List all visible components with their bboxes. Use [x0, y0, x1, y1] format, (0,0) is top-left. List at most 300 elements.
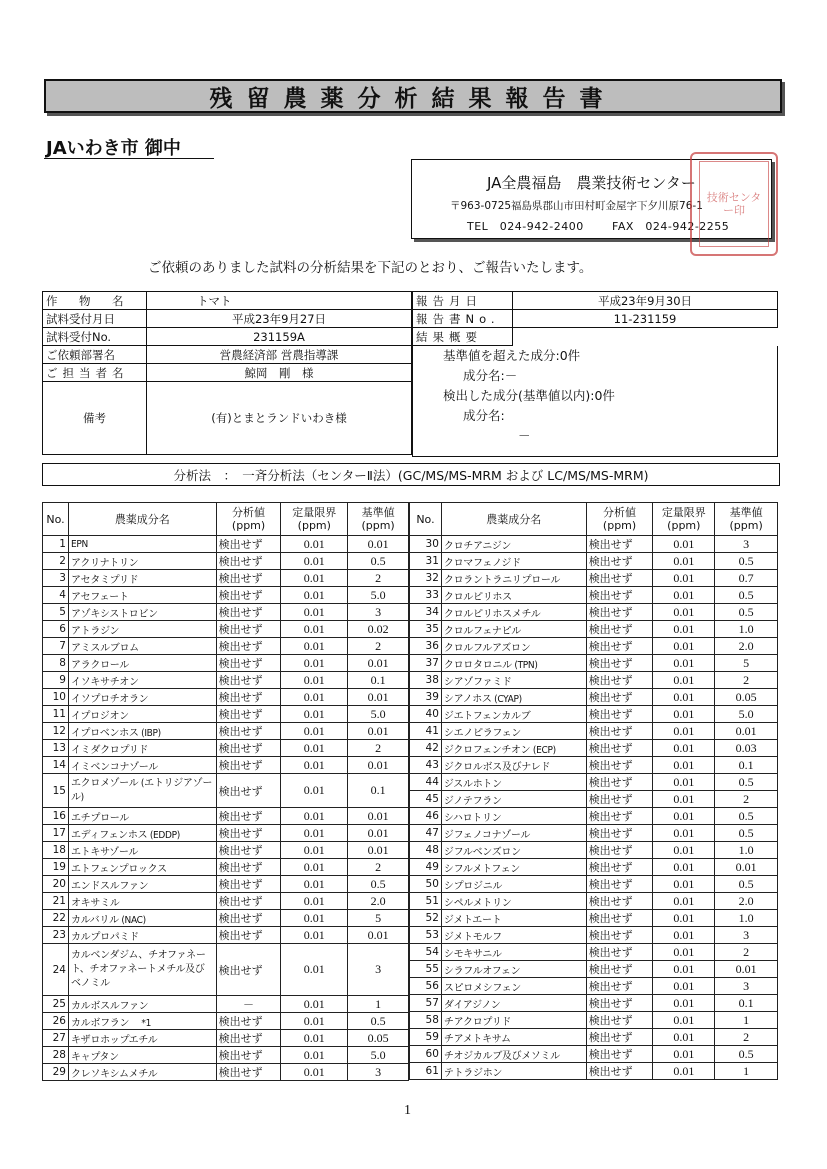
- row-analysis-value: 検出せず: [216, 1064, 281, 1081]
- row-analysis-value: 検出せず: [586, 978, 653, 995]
- row-quant-limit: 0.01: [653, 910, 715, 927]
- row-quant-limit: 0.01: [653, 740, 715, 757]
- row-analysis-value: 検出せず: [586, 808, 653, 825]
- row-pesticide-name: ジメトエート: [441, 910, 586, 927]
- row-standard-value: 1.0: [715, 621, 778, 638]
- row-no: 48: [410, 842, 442, 859]
- row-analysis-value: －: [216, 996, 281, 1013]
- row-quant-limit: 0.01: [281, 689, 348, 706]
- result-row: [410, 672, 778, 689]
- row-analysis-value: 検出せず: [216, 587, 281, 604]
- row-pesticide-name: カルバリル (NAC): [68, 910, 216, 927]
- report-date-value: 平成23年9月30日: [513, 292, 778, 310]
- result-row: [43, 910, 409, 927]
- row-standard-value: 2: [715, 944, 778, 961]
- row-no: 43: [410, 757, 442, 774]
- row-quant-limit: 0.01: [281, 706, 348, 723]
- row-pesticide-name: オキサミル: [68, 893, 216, 910]
- result-row: [410, 1063, 778, 1080]
- result-row: [43, 621, 409, 638]
- row-quant-limit: 0.01: [653, 1029, 715, 1046]
- row-quant-limit: 0.01: [653, 638, 715, 655]
- row-pesticide-name: シハロトリン: [441, 808, 586, 825]
- report-date-label: 報告月日: [413, 292, 513, 310]
- remarks-label: 備考: [43, 382, 147, 455]
- result-row: [43, 1013, 409, 1030]
- row-analysis-value: 検出せず: [216, 1030, 281, 1047]
- row-analysis-value: 検出せず: [586, 570, 653, 587]
- row-no: 22: [43, 910, 69, 927]
- row-no: 23: [43, 927, 69, 944]
- row-pesticide-name: チオジカルブ及びメソミル: [441, 1046, 586, 1063]
- row-no: 37: [410, 655, 442, 672]
- row-standard-value: 1: [715, 1063, 778, 1080]
- row-quant-limit: 0.01: [653, 808, 715, 825]
- row-standard-value: 0.5: [715, 774, 778, 791]
- row-analysis-value: 検出せず: [586, 927, 653, 944]
- row-pesticide-name: チアクロプリド: [441, 1012, 586, 1029]
- row-quant-limit: 0.01: [281, 808, 348, 825]
- row-standard-value: 0.5: [715, 876, 778, 893]
- row-analysis-value: 検出せず: [586, 672, 653, 689]
- row-no: 20: [43, 876, 69, 893]
- report-info-table: [412, 291, 778, 457]
- result-row: [410, 774, 778, 791]
- row-pesticide-name: ジメトモルフ: [441, 927, 586, 944]
- row-quant-limit: 0.01: [281, 842, 348, 859]
- row-analysis-value: 検出せず: [216, 1047, 281, 1064]
- row-standard-value: 2: [348, 859, 409, 876]
- row-analysis-value: 検出せず: [216, 638, 281, 655]
- result-row: [410, 893, 778, 910]
- result-row: [43, 859, 409, 876]
- result-row: [410, 757, 778, 774]
- row-no: 52: [410, 910, 442, 927]
- row-no: 50: [410, 876, 442, 893]
- row-pesticide-name: アミスルブロム: [68, 638, 216, 655]
- row-quant-limit: 0.01: [281, 621, 348, 638]
- row-pesticide-name: アクリナトリン: [68, 553, 216, 570]
- row-pesticide-name: クロルピリホスメチル: [441, 604, 586, 621]
- result-row: [410, 910, 778, 927]
- row-standard-value: 0.1: [348, 774, 409, 808]
- row-pesticide-name: ジフェノコナゾール: [441, 825, 586, 842]
- row-quant-limit: 0.01: [281, 587, 348, 604]
- result-row: [410, 978, 778, 995]
- result-row: [43, 689, 409, 706]
- row-standard-value: 0.5: [348, 876, 409, 893]
- row-standard-value: 5: [715, 655, 778, 672]
- received-date-label: 試料受付月日: [43, 310, 147, 328]
- row-standard-value: 0.5: [348, 1013, 409, 1030]
- result-row: [43, 740, 409, 757]
- row-quant-limit: 0.01: [653, 570, 715, 587]
- row-quant-limit: 0.01: [653, 587, 715, 604]
- row-no: 14: [43, 757, 69, 774]
- row-analysis-value: 検出せず: [586, 859, 653, 876]
- row-pesticide-name: スピロメシフェン: [441, 978, 586, 995]
- row-analysis-value: 検出せず: [586, 910, 653, 927]
- result-row: [43, 996, 409, 1013]
- row-no: 60: [410, 1046, 442, 1063]
- row-quant-limit: 0.01: [653, 655, 715, 672]
- result-row: [410, 808, 778, 825]
- issuer-name: JA全農福島 農業技術センター: [487, 174, 696, 192]
- col-limit: 定量限界 (ppm): [281, 503, 348, 536]
- row-analysis-value: 検出せず: [216, 1013, 281, 1030]
- row-analysis-value: 検出せず: [216, 536, 281, 553]
- row-quant-limit: 0.01: [281, 672, 348, 689]
- row-no: 41: [410, 723, 442, 740]
- row-quant-limit: 0.01: [653, 791, 715, 808]
- summary-detected-names: 成分名:: [463, 408, 505, 423]
- result-row: [43, 1030, 409, 1047]
- row-no: 19: [43, 859, 69, 876]
- row-quant-limit: 0.01: [653, 859, 715, 876]
- row-analysis-value: 検出せず: [216, 689, 281, 706]
- row-pesticide-name: シプロジニル: [441, 876, 586, 893]
- row-analysis-value: 検出せず: [586, 842, 653, 859]
- row-standard-value: 0.01: [348, 757, 409, 774]
- row-no: 28: [43, 1047, 69, 1064]
- row-no: 10: [43, 689, 69, 706]
- row-no: 59: [410, 1029, 442, 1046]
- row-standard-value: 1.0: [715, 842, 778, 859]
- row-pesticide-name: エンドスルファン: [68, 876, 216, 893]
- row-no: 17: [43, 825, 69, 842]
- row-standard-value: 5.0: [348, 587, 409, 604]
- row-no: 35: [410, 621, 442, 638]
- result-row: [43, 1064, 409, 1081]
- row-analysis-value: 検出せず: [216, 570, 281, 587]
- row-analysis-value: 検出せず: [216, 706, 281, 723]
- row-standard-value: 3: [348, 604, 409, 621]
- row-no: 26: [43, 1013, 69, 1030]
- row-standard-value: 0.5: [715, 1046, 778, 1063]
- row-pesticide-name: イミベンコナゾール: [68, 757, 216, 774]
- row-analysis-value: 検出せず: [586, 1012, 653, 1029]
- summary-body: [413, 346, 778, 457]
- row-standard-value: 0.05: [348, 1030, 409, 1047]
- row-standard-value: 5: [348, 910, 409, 927]
- result-row: [410, 621, 778, 638]
- issuer-address: 〒963-0725福島県郡山市田村町金屋字下夕川原76-1: [450, 200, 703, 212]
- row-quant-limit: 0.01: [281, 655, 348, 672]
- row-quant-limit: 0.01: [281, 996, 348, 1013]
- row-quant-limit: 0.01: [653, 978, 715, 995]
- results-table-left: [42, 502, 409, 1081]
- row-quant-limit: 0.01: [653, 553, 715, 570]
- result-row: [410, 689, 778, 706]
- result-row: [410, 723, 778, 740]
- row-analysis-value: 検出せず: [586, 553, 653, 570]
- col-name: 農薬成分名: [68, 503, 216, 536]
- result-row: [43, 893, 409, 910]
- row-analysis-value: 検出せず: [586, 536, 653, 553]
- result-row: [43, 587, 409, 604]
- row-pesticide-name: シアゾファミド: [441, 672, 586, 689]
- addressee-underline: [44, 158, 214, 159]
- row-no: 15: [43, 774, 69, 808]
- row-analysis-value: 検出せず: [586, 1046, 653, 1063]
- row-quant-limit: 0.01: [281, 825, 348, 842]
- row-analysis-value: 検出せず: [586, 876, 653, 893]
- row-standard-value: 0.01: [348, 536, 409, 553]
- row-quant-limit: 0.01: [281, 774, 348, 808]
- row-analysis-value: 検出せず: [216, 893, 281, 910]
- row-standard-value: 1.0: [715, 910, 778, 927]
- row-pesticide-name: チアメトキサム: [441, 1029, 586, 1046]
- row-quant-limit: 0.01: [653, 825, 715, 842]
- row-quant-limit: 0.01: [281, 1013, 348, 1030]
- row-pesticide-name: キャプタン: [68, 1047, 216, 1064]
- result-row: [410, 1046, 778, 1063]
- row-pesticide-name: シモキサニル: [441, 944, 586, 961]
- row-standard-value: 0.1: [715, 757, 778, 774]
- addressee: JAいわき市 御中: [46, 138, 181, 159]
- summary-detected: 検出した成分(基準値以内):0件: [443, 388, 615, 403]
- row-pesticide-name: ダイアジノン: [441, 995, 586, 1012]
- row-no: 61: [410, 1063, 442, 1080]
- row-pesticide-name: アラクロール: [68, 655, 216, 672]
- row-standard-value: 0.01: [715, 859, 778, 876]
- row-pesticide-name: クロマフェノジド: [441, 553, 586, 570]
- row-analysis-value: 検出せず: [216, 808, 281, 825]
- summary-exceed-names: 成分名:－: [463, 368, 518, 383]
- row-pesticide-name: ジクロフェンチオン (ECP): [441, 740, 586, 757]
- result-row: [43, 706, 409, 723]
- row-quant-limit: 0.01: [653, 927, 715, 944]
- row-analysis-value: 検出せず: [586, 791, 653, 808]
- row-no: 44: [410, 774, 442, 791]
- row-standard-value: 0.02: [348, 621, 409, 638]
- row-pesticide-name: クロロタロニル (TPN): [441, 655, 586, 672]
- row-standard-value: 1: [715, 1012, 778, 1029]
- result-row: [410, 1012, 778, 1029]
- report-no-value: 11-231159: [513, 310, 778, 328]
- row-standard-value: 0.01: [348, 808, 409, 825]
- row-no: 32: [410, 570, 442, 587]
- row-pesticide-name: アゾキシストロビン: [68, 604, 216, 621]
- row-standard-value: 0.01: [348, 723, 409, 740]
- col-limit: 定量限界 (ppm): [653, 503, 715, 536]
- summary-detected-names-value: －: [518, 428, 531, 443]
- row-no: 25: [43, 996, 69, 1013]
- row-no: 46: [410, 808, 442, 825]
- official-seal: [690, 152, 778, 256]
- row-quant-limit: 0.01: [653, 842, 715, 859]
- row-quant-limit: 0.01: [281, 1064, 348, 1081]
- row-no: 38: [410, 672, 442, 689]
- row-analysis-value: 検出せず: [586, 689, 653, 706]
- result-row: [43, 638, 409, 655]
- result-row: [43, 757, 409, 774]
- row-pesticide-name: エディフェンホス (EDDP): [68, 825, 216, 842]
- row-standard-value: 0.01: [348, 825, 409, 842]
- row-quant-limit: 0.01: [653, 706, 715, 723]
- row-pesticide-name: シフルメトフェン: [441, 859, 586, 876]
- result-row: [410, 553, 778, 570]
- row-quant-limit: 0.01: [653, 995, 715, 1012]
- row-no: 8: [43, 655, 69, 672]
- row-no: 7: [43, 638, 69, 655]
- row-standard-value: 0.01: [348, 689, 409, 706]
- row-no: 12: [43, 723, 69, 740]
- row-quant-limit: 0.01: [653, 604, 715, 621]
- row-analysis-value: 検出せず: [216, 859, 281, 876]
- row-pesticide-name: イプロベンホス (IBP): [68, 723, 216, 740]
- row-standard-value: 2.0: [715, 893, 778, 910]
- row-standard-value: 0.1: [715, 995, 778, 1012]
- result-row: [410, 859, 778, 876]
- result-row: [43, 825, 409, 842]
- row-analysis-value: 検出せず: [216, 825, 281, 842]
- row-pesticide-name: クロルピリホス: [441, 587, 586, 604]
- row-pesticide-name: クロチアニジン: [441, 536, 586, 553]
- row-no: 11: [43, 706, 69, 723]
- row-no: 18: [43, 842, 69, 859]
- page-number: 1: [404, 1103, 411, 1118]
- dept-value: 営農経済部 営農指導課: [147, 346, 412, 364]
- row-analysis-value: 検出せず: [586, 1063, 653, 1080]
- row-analysis-value: 検出せず: [586, 774, 653, 791]
- row-pesticide-name: ジフルベンズロン: [441, 842, 586, 859]
- result-row: [43, 604, 409, 621]
- row-quant-limit: 0.01: [281, 1030, 348, 1047]
- crop-value: トマト: [147, 292, 412, 310]
- row-no: 47: [410, 825, 442, 842]
- result-row: [43, 927, 409, 944]
- row-analysis-value: 検出せず: [216, 655, 281, 672]
- row-pesticide-name: エクロメゾール (エトリジアゾール): [68, 774, 216, 808]
- col-value: 分析値 (ppm): [586, 503, 653, 536]
- row-standard-value: 3: [715, 927, 778, 944]
- row-no: 34: [410, 604, 442, 621]
- row-standard-value: 3: [715, 536, 778, 553]
- row-analysis-value: 検出せず: [586, 621, 653, 638]
- result-row: [43, 774, 409, 808]
- result-row: [410, 587, 778, 604]
- summary-exceed: 基準値を超えた成分:0件: [443, 348, 581, 363]
- row-no: 56: [410, 978, 442, 995]
- row-pesticide-name: カルボスルファン: [68, 996, 216, 1013]
- row-standard-value: 5.0: [348, 706, 409, 723]
- result-row: [43, 808, 409, 825]
- row-quant-limit: 0.01: [281, 944, 348, 996]
- row-pesticide-name: エトフェンプロックス: [68, 859, 216, 876]
- row-pesticide-name: イプロジオン: [68, 706, 216, 723]
- row-quant-limit: 0.01: [281, 876, 348, 893]
- result-row: [410, 1029, 778, 1046]
- summary-label: 結果概要: [413, 328, 513, 346]
- row-pesticide-name: ジエトフェンカルブ: [441, 706, 586, 723]
- row-quant-limit: 0.01: [653, 893, 715, 910]
- row-no: 55: [410, 961, 442, 978]
- row-analysis-value: 検出せず: [586, 655, 653, 672]
- row-quant-limit: 0.01: [281, 910, 348, 927]
- row-analysis-value: 検出せず: [586, 587, 653, 604]
- row-standard-value: 2: [348, 570, 409, 587]
- result-row: [43, 723, 409, 740]
- result-row: [43, 1047, 409, 1064]
- row-no: 27: [43, 1030, 69, 1047]
- result-row: [43, 944, 409, 996]
- row-no: 49: [410, 859, 442, 876]
- row-no: 36: [410, 638, 442, 655]
- row-quant-limit: 0.01: [281, 723, 348, 740]
- row-no: 45: [410, 791, 442, 808]
- results-table-right: [409, 502, 778, 1080]
- row-quant-limit: 0.01: [281, 893, 348, 910]
- row-no: 58: [410, 1012, 442, 1029]
- row-quant-limit: 0.01: [281, 927, 348, 944]
- result-row: [410, 961, 778, 978]
- col-name: 農薬成分名: [441, 503, 586, 536]
- row-quant-limit: 0.01: [281, 1047, 348, 1064]
- row-pesticide-name: シペルメトリン: [441, 893, 586, 910]
- row-no: 5: [43, 604, 69, 621]
- row-quant-limit: 0.01: [653, 689, 715, 706]
- col-no: No.: [410, 503, 442, 536]
- row-standard-value: 0.5: [715, 825, 778, 842]
- row-standard-value: 3: [715, 978, 778, 995]
- row-no: 13: [43, 740, 69, 757]
- row-analysis-value: 検出せず: [216, 757, 281, 774]
- result-row: [410, 740, 778, 757]
- col-std: 基準値 (ppm): [348, 503, 409, 536]
- row-quant-limit: 0.01: [281, 638, 348, 655]
- row-no: 29: [43, 1064, 69, 1081]
- received-no-label: 試料受付No.: [43, 328, 147, 346]
- row-no: 16: [43, 808, 69, 825]
- row-standard-value: 0.5: [715, 587, 778, 604]
- row-analysis-value: 検出せず: [586, 706, 653, 723]
- row-quant-limit: 0.01: [653, 961, 715, 978]
- row-no: 24: [43, 944, 69, 996]
- row-quant-limit: 0.01: [281, 757, 348, 774]
- row-no: 31: [410, 553, 442, 570]
- row-pesticide-name: クロルフェナピル: [441, 621, 586, 638]
- row-pesticide-name: ジスルホトン: [441, 774, 586, 791]
- row-pesticide-name: アセフェート: [68, 587, 216, 604]
- row-quant-limit: 0.01: [653, 876, 715, 893]
- row-no: 21: [43, 893, 69, 910]
- row-no: 4: [43, 587, 69, 604]
- row-no: 51: [410, 893, 442, 910]
- row-analysis-value: 検出せず: [586, 638, 653, 655]
- row-analysis-value: 検出せず: [586, 961, 653, 978]
- row-analysis-value: 検出せず: [216, 621, 281, 638]
- row-no: 57: [410, 995, 442, 1012]
- crop-label: 作 物 名: [43, 292, 147, 310]
- row-no: 42: [410, 740, 442, 757]
- row-pesticide-name: ジクロルボス及びナレド: [441, 757, 586, 774]
- remarks-value: (有)とまとランドいわき様: [147, 382, 412, 455]
- row-pesticide-name: エトキサゾール: [68, 842, 216, 859]
- report-title: 残留農薬分析結果報告書: [44, 79, 782, 113]
- result-row: [410, 825, 778, 842]
- row-analysis-value: 検出せず: [586, 1029, 653, 1046]
- row-analysis-value: 検出せず: [586, 604, 653, 621]
- row-standard-value: 5.0: [715, 706, 778, 723]
- row-standard-value: 1: [348, 996, 409, 1013]
- result-row: [43, 536, 409, 553]
- row-quant-limit: 0.01: [281, 604, 348, 621]
- result-row: [410, 604, 778, 621]
- row-pesticide-name: イソプロチオラン: [68, 689, 216, 706]
- received-no-value: 231159A: [147, 328, 412, 346]
- result-row: [410, 536, 778, 553]
